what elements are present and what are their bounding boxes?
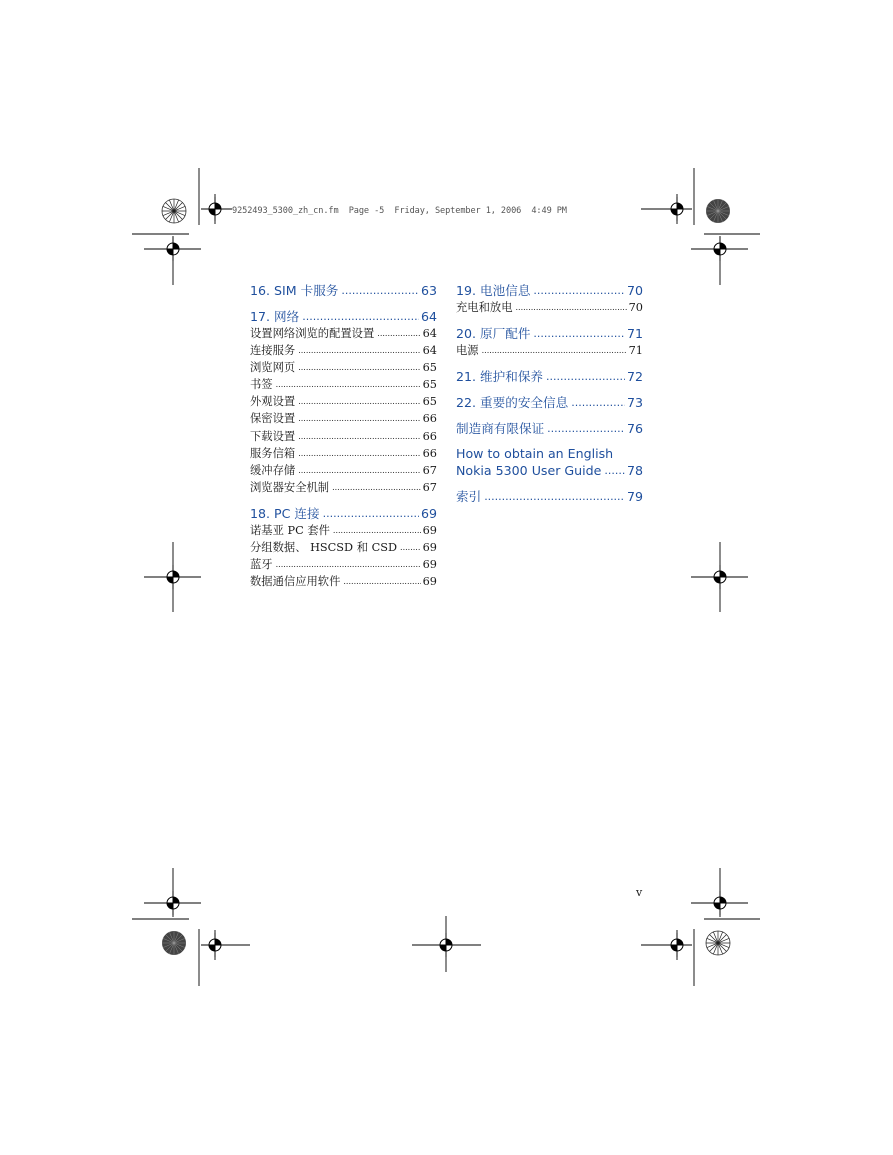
toc-entry[interactable] (250, 522, 437, 539)
toc-entry-page: 65 (422, 395, 437, 409)
toc-entry-page: 71 (626, 326, 643, 342)
toc-entry-title: 下载设置 (250, 429, 296, 443)
toc-entry[interactable] (250, 308, 437, 325)
toc-entry-title: 18. PC 连接 (250, 505, 320, 521)
toc-entry-title: How to obtain an English (456, 446, 614, 462)
toc-entry-title: 缓冲存储 (250, 463, 296, 477)
toc-entry[interactable] (456, 282, 643, 299)
toc-entry-title: 充电和放电 (456, 301, 513, 314)
toc-entry[interactable] (456, 342, 643, 359)
toc-entry-title: 电源 (456, 344, 479, 358)
toc-entry-title: 浏览网页 (250, 361, 296, 375)
print-header-line: 9252493_5300_zh_cn.fm Page -5 Friday, September 1, 2006 4:49 PM (232, 206, 567, 216)
toc-entry-title: 21. 维护和保养 (456, 369, 544, 385)
toc-entry[interactable] (250, 462, 437, 479)
toc-entry-page: 69 (422, 558, 437, 572)
toc-entry-title: 保密设置 (250, 412, 296, 426)
toc-entry-page: 66 (422, 429, 437, 443)
toc-entry-title: 书签 (250, 378, 273, 392)
toc-entry-page: 76 (626, 421, 643, 437)
toc-entry-page: 66 (422, 446, 437, 460)
toc-entry[interactable] (250, 410, 437, 427)
toc-entry-title: 设置网络浏览的配置设置 (250, 327, 375, 340)
toc-entry-page: 71 (628, 344, 643, 358)
toc-entry-title: 诺基亚 PC 套件 (250, 523, 330, 537)
toc-entry-page: 67 (422, 480, 437, 494)
toc-entry-page: 69 (422, 523, 437, 537)
toc-entry-page: 72 (626, 369, 643, 385)
toc-entry-english-guide[interactable] (456, 446, 643, 479)
toc-entry-title: 17. 网络 (250, 309, 300, 324)
toc-entry-title: 蓝牙 (250, 558, 273, 572)
toc-entry-title: 服务信箱 (250, 446, 296, 460)
toc-entry[interactable] (250, 539, 437, 556)
toc-entry[interactable] (456, 394, 643, 411)
toc-column-right (456, 282, 643, 505)
toc-entry-page: 73 (626, 395, 643, 411)
toc-entry[interactable] (250, 282, 437, 299)
toc-entry-title: 外观设置 (250, 395, 296, 409)
toc-entry[interactable] (250, 445, 437, 462)
toc-entry-page: 64 (422, 327, 437, 340)
toc-entry-title: 索引 (456, 489, 482, 505)
toc-entry-title: 19. 电池信息 (456, 283, 531, 298)
toc-entry[interactable] (250, 359, 437, 376)
toc-entry-title: 20. 原厂配件 (456, 326, 531, 342)
toc-entry-page: 65 (422, 378, 437, 392)
toc-entry-title: 制造商有限保证 (456, 421, 545, 437)
toc-entry-page: 64 (420, 309, 437, 324)
toc-entry-page: 69 (420, 505, 437, 521)
toc-entry-page: 69 (422, 541, 437, 555)
toc-entry[interactable] (250, 505, 437, 522)
toc-entry-page: 65 (422, 361, 437, 375)
toc-entry[interactable] (250, 428, 437, 445)
toc-entry[interactable] (250, 479, 437, 496)
toc-entry[interactable] (250, 556, 437, 573)
toc-entry-title-line2: Nokia 5300 User Guide (456, 463, 602, 479)
toc-entry-page: 78 (626, 463, 643, 479)
toc-entry[interactable] (456, 299, 643, 316)
toc-entry-title: 分组数据、 HSCSD 和 CSD (250, 541, 398, 555)
toc-column-left (250, 282, 437, 590)
page-number: v (636, 886, 643, 899)
toc-entry-page: 66 (422, 412, 437, 426)
toc-entry-page: 69 (422, 575, 437, 589)
toc-entry[interactable] (250, 573, 437, 590)
toc-entry[interactable] (250, 376, 437, 393)
toc-entry[interactable] (456, 325, 643, 342)
toc-entry-title: 浏览器安全机制 (250, 480, 330, 494)
toc-entry-title: 22. 重要的安全信息 (456, 395, 569, 411)
toc-entry-title: 16. SIM 卡服务 (250, 283, 339, 298)
toc-entry-page: 67 (422, 463, 437, 477)
toc-entry-page: 64 (422, 344, 437, 358)
toc-entry[interactable] (250, 342, 437, 359)
toc-entry-page: 70 (626, 283, 643, 298)
toc-entry-page: 63 (420, 283, 437, 298)
toc-entry[interactable] (456, 420, 643, 437)
toc-entry[interactable] (456, 368, 643, 385)
toc-entry-title: 数据通信应用软件 (250, 575, 341, 589)
toc-entry[interactable] (250, 325, 437, 342)
toc-entry[interactable] (250, 393, 437, 410)
toc-entry-title: 连接服务 (250, 344, 296, 358)
toc-entry-page: 79 (626, 489, 643, 505)
toc-entry-page: 70 (628, 301, 643, 314)
toc-entry[interactable] (456, 488, 643, 505)
